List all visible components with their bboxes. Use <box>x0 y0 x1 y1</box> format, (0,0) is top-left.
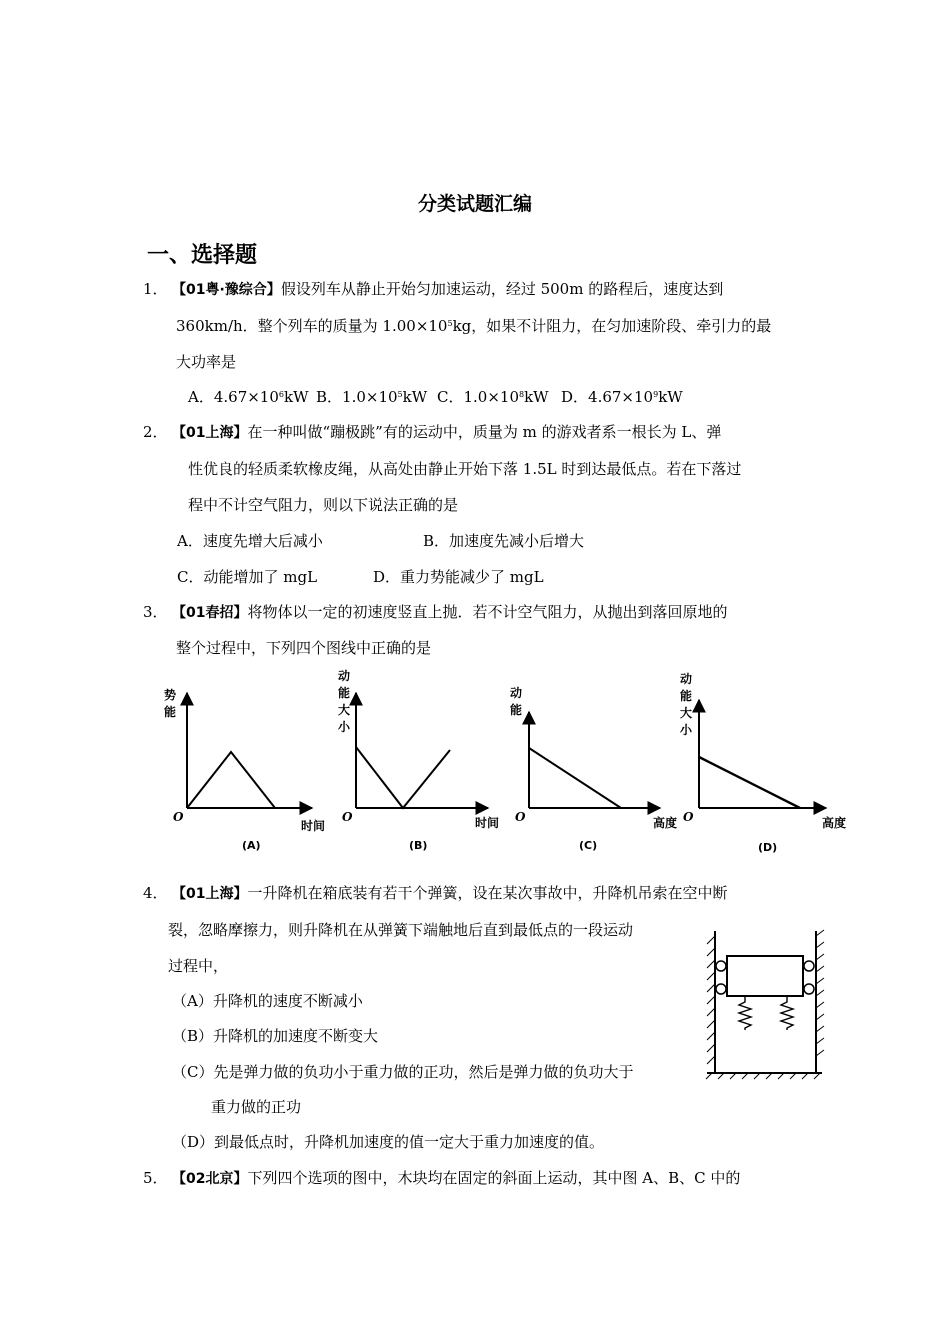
graph-a <box>164 687 325 852</box>
origin-label: O <box>342 810 353 824</box>
caption: (C) <box>579 839 598 852</box>
option-c-continued: 重力做的正功 <box>211 1098 302 1116</box>
y-label-2: 能 <box>510 703 523 717</box>
origin-label: O <box>173 810 184 824</box>
x-label: 时间 <box>475 816 500 830</box>
curve <box>699 757 800 808</box>
question-1-line-2 <box>176 316 771 336</box>
question-text: 假设列车从静止开始匀加速运动，经过 500m 的路程后，速度达到 <box>280 280 724 298</box>
question-number: 2． <box>143 423 168 441</box>
y-label-2: 能 <box>680 689 693 703</box>
question-number: 5． <box>143 1169 168 1187</box>
graph-d <box>680 671 846 854</box>
y-label-4: 小 <box>338 720 351 734</box>
question-4-line-1 <box>172 883 728 904</box>
question-4-line-2: 裂，忽略摩擦力，则升降机在从弹簧下端触地后直到最低点的一段运动 <box>168 921 634 939</box>
spring-right <box>781 996 793 1030</box>
question-number: 1． <box>143 280 168 298</box>
option-c: C．动能增加了 mgL <box>177 568 318 586</box>
caption: (B) <box>409 839 428 852</box>
question-text: 360km/h．整个列车的质量为 1.00×10 <box>176 317 448 335</box>
question-text: 下列四个选项的图中，木块均在固定的斜面上运动，其中图 A、B、C 中的 <box>247 1169 741 1187</box>
question-text: 一升降机在箱底装有若干个弹簧，设在某次事故中，升降机吊索在空中断 <box>247 884 728 902</box>
question-3-line-1 <box>172 602 728 623</box>
question-2-line-3: 程中不计空气阻力，则以下说法正确的是 <box>188 496 459 514</box>
curve <box>187 752 275 808</box>
elevator-cabin <box>727 956 803 996</box>
question-source: 【01粤·豫综合】 <box>172 282 281 298</box>
question-source: 【01上海】 <box>172 886 248 902</box>
x-label: 高度 <box>653 816 678 830</box>
option-c: C．$1.0\times 10^8kW$ <box>437 388 549 406</box>
option-c: （C）先是弹力做的负功小于重力做的正功，然后是弹力做的负功大于 <box>172 1063 634 1081</box>
option-a: A．速度先增大后减小 <box>177 532 323 550</box>
question-1-line-3: 大功率是 <box>176 353 237 371</box>
option-b: B．$1.0\times 10^5kW$ <box>316 388 428 406</box>
caption: (D) <box>758 841 778 854</box>
question-text: kg，如果不计阻力，在匀加速阶段、牵引力的最 <box>452 317 772 335</box>
question-source: 【02北京】 <box>172 1171 248 1187</box>
y-label-2: 能 <box>164 705 177 719</box>
page-title: 分类试题汇编 <box>417 193 532 215</box>
y-label-3: 大 <box>338 703 351 717</box>
x-label: 时间 <box>301 819 326 833</box>
option-d: D．$4.67\times 10^9kW$ <box>561 388 683 406</box>
question-3-line-2: 整个过程中，下列四个图线中正确的是 <box>176 639 432 657</box>
exponent: 5 <box>447 319 453 328</box>
question-source: 【01上海】 <box>172 425 248 441</box>
y-label-1: 动 <box>680 672 693 686</box>
elevator-diagram <box>706 930 824 1079</box>
y-label-1: 势 <box>164 688 177 702</box>
y-label-3: 大 <box>680 706 693 720</box>
curve <box>356 747 450 808</box>
curve <box>529 748 621 808</box>
option-b: B．加速度先减小后增大 <box>423 532 585 550</box>
x-label: 高度 <box>822 816 847 830</box>
y-label-1: 动 <box>510 686 523 700</box>
option-a: （A）升降机的速度不断减小 <box>172 992 363 1010</box>
origin-label: O <box>683 810 694 824</box>
caption: (A) <box>242 839 261 852</box>
y-label-1: 动 <box>338 669 351 683</box>
y-label-4: 小 <box>680 723 693 737</box>
origin-label: O <box>515 810 526 824</box>
section-heading: 一、选择题 <box>147 243 258 268</box>
question-text: 在一种叫做“蹦极跳”有的运动中，质量为 m 的游戏者系一根长为 L、弹 <box>247 423 722 441</box>
question-2-line-2: 性优良的轻质柔软橡皮绳，从高处由静止开始下落 1.5L 时到达最低点。若在下落过 <box>188 460 742 478</box>
y-label-2: 能 <box>338 686 351 700</box>
question-1-line-1 <box>172 279 723 300</box>
question-4-line-3: 过程中， <box>168 957 229 975</box>
option-b: （B）升降机的加速度不断变大 <box>172 1027 379 1045</box>
question-number: 4． <box>143 884 168 902</box>
option-d: D．重力势能减少了 mgL <box>373 568 544 586</box>
graph-c <box>510 685 677 852</box>
option-a: A．$4.67\times 10^6kW$ <box>188 388 309 406</box>
question-2-line-1 <box>172 422 721 443</box>
spring-left <box>739 996 751 1030</box>
option-d: （D）到最低点时，升降机加速度的值一定大于重力加速度的值。 <box>172 1133 605 1151</box>
question-5-line-1 <box>172 1168 740 1189</box>
question-source: 【01春招】 <box>172 605 248 621</box>
graph-b <box>338 668 499 852</box>
question-text: 将物体以一定的初速度竖直上抛．若不计空气阻力，从抛出到落回原地的 <box>247 603 728 621</box>
question-number: 3． <box>143 603 168 621</box>
